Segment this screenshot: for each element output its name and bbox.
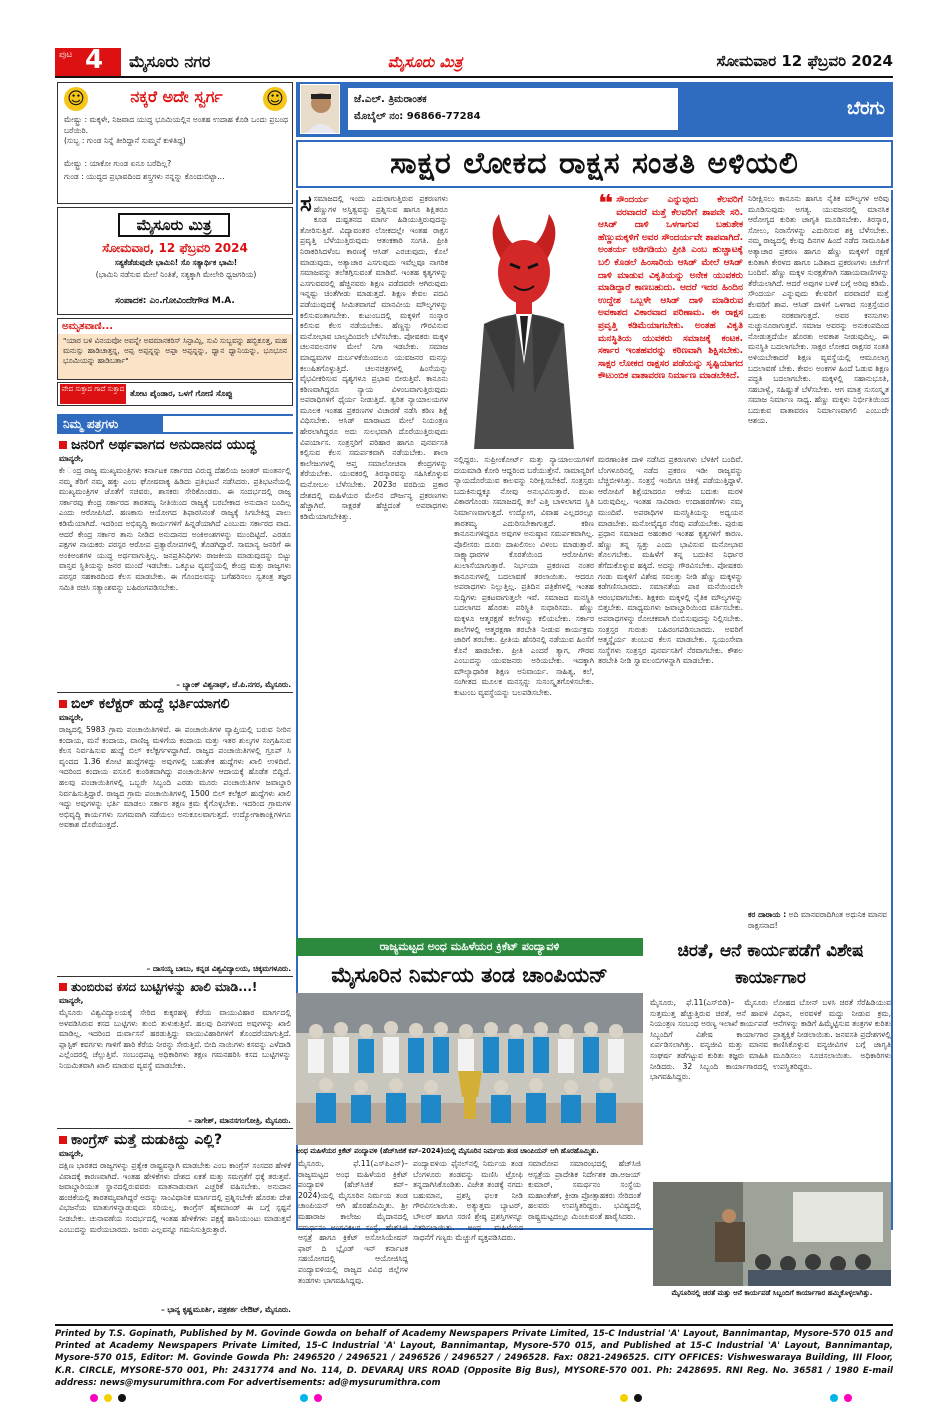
- masthead-box: [57, 207, 293, 315]
- registration-mark-icon: [844, 1394, 852, 1402]
- letter-signature: – ಬ್ಯಾಂಕ್ ವಿಶ್ವನಾಥ್, ಜೆ.ಪಿ.ನಗರ, ಮೈಸೂರು.: [176, 680, 291, 689]
- registration-mark-icon: [830, 1394, 838, 1402]
- divider: [57, 1128, 293, 1129]
- humor-title: ನಕ್ಕರೆ ಅದೇ ಸ್ವರ್ಗ: [130, 87, 223, 106]
- divider: [57, 976, 293, 977]
- veda-box: [57, 382, 293, 406]
- masthead-box-title: ಮೈಸೂರು ಮಿತ್ರ: [118, 213, 230, 237]
- humor-box: [57, 82, 293, 204]
- article-column-4: ನಿರೀಕ್ಷಿಸಲು ಕಾನೂನು ಹಾಗೂ ನೈತಿಕ ಮೌಲ್ಯಗಳ ಅರಿವು ಮೂಡಿಸುವುದು ಅಗತ್ಯ. ಯುವಜನರಲ್ಲಿ ಮಾನಸಿಕ ಆರೋಗ್ಯದ ಕುರಿತು ಜಾಗೃತಿ ಮೂಡಿಸಬೇಕು. ತಿರಸ್ಕಾರ, ಸೋಲು, ನಿರಾಸೆಗಳನ್ನು ಎದುರಿಸುವ ಶಕ್ತಿ ಬೆಳೆಸಬೇಕು. ನಮ್ಮ ರಾಜ್ಯದಲ್ಲಿ ಕೆಲವು ದಿನಗಳ ಹಿಂದೆ ನಡೆದ ಸಾಮೂಹಿಕ ಅತ್ಯಾಚಾರ ಪ್ರಕರಣ ಹಾಗೂ ಹೆಣ್ಣು ಮಕ್ಕಳಿಗೆ ರಕ್ಷಣೆ ಕುರಿತಾಗಿ ಕೇರಳದ ಹಾಗೂ ಒಡಿಶಾದ ಪ್ರಕರಣಗಳು ಚರ್ಚೆಗೆ ಬಂದಿವೆ. ಹೆಣ್ಣು ಮಕ್ಕಳ ಸುರಕ್ಷತೆಗಾಗಿ ಸಹಾಯವಾಣಿಗಳನ್ನು ತೆರೆಯಲಾಗಿದೆ. ಆದರೆ ಅವುಗಳ ಬಳಕೆ ಬಗ್ಗೆ ಅರಿವು ಕಡಿಮೆ. ಸೌಂದರ್ಯ ಎನ್ನುವುದು ಕೆಲವರಿಗೆ ವರವಾದರೆ ಮತ್ತೆ ಕೆಲವರಿಗೆ ಶಾಪ. ಆಸಿಡ್ ದಾಳಿಗೆ ಒಳಗಾದ ಸಂತ್ರಸ್ತೆಯರ ಬದುಕು ನರಕವಾಗುತ್ತದೆ. ಅವರ ಕನಸುಗಳು ನುಚ್ಚುನೂರಾಗುತ್ತವೆ. ಸಮಾಜ ಅವರನ್ನು ಅನುಕಂಪದಿಂದ ನೋಡುತ್ತದೆಯೇ ಹೊರತು ಅವಕಾಶ ನೀಡುವುದಿಲ್ಲ. ಈ ಮನಸ್ಥಿತಿ ಬದಲಾಗಬೇಕು. ಸಾಕ್ಷರ ಲೋಕದ ರಾಕ್ಷಸರ ಸಂತತಿ ಅಳಿಯಬೇಕಾದರೆ ಶಿಕ್ಷಣ ವ್ಯವಸ್ಥೆಯಲ್ಲಿ ಆಮೂಲಾಗ್ರ ಬದಲಾವಣೆ ಬೇಕು. ಕೇವಲ ಅಂಕಗಳ ಹಿಂದೆ ಓಡುವ ಶಿಕ್ಷಣ ಪದ್ಧತಿ ಬದಲಾಗಬೇಕು. ಮಕ್ಕಳಲ್ಲಿ ಸಹಾನುಭೂತಿ, ಸಹಬಾಳ್ವೆ, ಸಹಿಷ್ಣುತೆ ಬೆಳೆಸಬೇಕು. ಆಗ ಮಾತ್ರ ಸುಸಂಸ್ಕೃತ ಸಮಾಜ ನಿರ್ಮಾಣ ಸಾಧ್ಯ. ಹೆಣ್ಣು ಮಕ್ಕಳು ನಿರ್ಭೀತಿಯಿಂದ ಬದುಕುವ ವಾತಾವರಣ ನಿರ್ಮಾಣವಾಗಲಿ ಎಂಬುದೇ ಆಶಯ.: [748, 194, 889, 426]
- masthead-logo: ಮೈಸೂರು ಮಿತ್ರ: [387, 53, 463, 71]
- letter-heading: ತುಂಬಿರುವ ಕಸದ ಬುಟ್ಟಿಗಳನ್ನು ಖಾಲಿ ಮಾಡಿ...!: [59, 980, 291, 995]
- photo-caption: ಅಂಧ ಮಹಿಳೆಯರ ಕ್ರಿಕೆಟ್ ಪಂದ್ಯಾವಳಿ (ಹೆಚ್‌ಸಿಜಿಕೆ ಕಪ್‌–2024)ಯಲ್ಲಿ ಮೈಸೂರಿನ ನಿರ್ಮಯ ತಂಡ ಚಾಂಪಿಯನ್ ಆಗಿ ಹೊರಹೊಮ್ಮಿತು.: [296, 1147, 599, 1155]
- workshop-photo: [653, 1182, 891, 1286]
- letter-signature: – ನಾಗೇಶ್, ಮಾನಸಗಂಗೋತ್ರಿ, ಮೈಸೂರು.: [188, 1116, 291, 1125]
- amrutha-text: "ಯಾರ ಬಳಿ ವಿನಯವೋ ಅವನ್ನೇ ಅವಮಾನಕರಿಸ್ ಸಿನ್ಪಾಮ್ಪಿ, ಸುವಿ ಸುಬ್ಬವನ್ನು ಹಬ್ಬಿಕೂತ್ತ, ಮಹ ಮನುಸ್ಸು ಹಾಡಿಚಾತ್ತನ್ನ, ಅಪ್ಪ ಅಪ್ಪನ್ನನ್ನು ಅಪ್ಪಾ ಅಪ್ಪನ್ನನ್ನು, ಧ್ವಾನ ಧ್ವಾನಿಯನ್ನು, ಭೂಭೂನ ಭೂಮಿಯನ್ನು ಹಾಡಿಬರ್ತಾ": [58, 334, 292, 379]
- quote-mark-icon: ❝: [598, 194, 614, 219]
- divider: [57, 692, 293, 693]
- editor-label: ಸಂಪಾದಕ:: [115, 296, 147, 306]
- section-title: ಮೈಸೂರು ನಗರ: [129, 52, 211, 71]
- humor-line: ಮೇಷ್ಟ್ರು : ಯಾಕೋ ಗುಂಡ ಏನೂ ಬರೆದಿಲ್ಲ?: [64, 159, 172, 168]
- story-column-1: ಮೈಸೂರು, ಫೆ.11(ಎಸ್‌ಬಿಡಿ)– ಮೈಸೂರು ಸುತ್ತಮುತ್ತ ಹೆಚ್ಚುತ್ತಿರುವ ಚಿರತೆ, ಆನೆ ಹಾವಳಿ ನಿಯಂತ್ರಣ ಸಂಬಂಧ ಅರಣ್ಯ ಇಲಾಖೆ ಕಾರ್ಯಪಡೆ ಸಿಬ್ಬಂದಿಗೆ ವಿಶೇಷ ಕಾರ್ಯಾಗಾರ ಏರ್ಪಡಿಸಲಾಗಿತ್ತು. ವನ್ಯಜೀವಿ ಮತ್ತು ಮಾನವ ಸಂಘರ್ಷ ತಡೆಗಟ್ಟುವ ಕುರಿತು ತಜ್ಞರು ಮಾಹಿತಿ ನೀಡಿದರು. 32 ಸಿಬ್ಬಂದಿ ಕಾರ್ಯಾಗಾರದಲ್ಲಿ ಭಾಗವಹಿಸಿದ್ದರು.: [650, 998, 768, 1082]
- letter-salutation: ಮಾನ್ಯರೇ,: [59, 454, 84, 463]
- pull-quote: ❝ ಸೌಂದರ್ಯ ಎನ್ನುವುದು ಕೆಲವರಿಗೆ ವರವಾದರೆ ಮತ್ತೆ ಕೆಲವರಿಗೆ ಶಾಪವೇ ಸರಿ. ಆಸಿಡ್ ದಾಳಿ ಒಳಗಾಗುವ ಬಹುತೇಕ ಹೆಣ್ಣುಮಕ್ಕಳಿಗೆ ಅವರ ಸೌಂದರ್ಯವೇ ಶಾಪವಾಗಿದೆ. ಅಂತರ್ಯ ಅಡಿಗಡಿಯು ಪ್ರೀತಿ ಎಂಬ ಹುಚ್ಚಾಟಕ್ಕೆ ಬಲಿ ಕೊಡಲೆ ಹಿಂಸಾರಿಯ ಆಸಿಡ್ ಮೇಲೆ ಆಸಿಡ್ ದಾಳಿ ಮಾಡುವ ವಿಕೃತಿಯನ್ನು ಅನೇಕ ಯುವಕರು ಮಾಡಿದ್ದಾರೆ ಕಾಣಬಹುದು. ಆದರೆ ಇದರ ಹಿಂದಿನ ಉದ್ದೇಶ ಒಬ್ಬಳೇ ಆಸಿಡ್ ದಾಳಿ ಮಾಡಿರುವ ಅವಕಾಶದ ವಿಕಾರವಾದ ಪರಿಣಾಮ. ಈ ರಾಕ್ಷಸ ಪ್ರವೃತ್ತಿ ಕಡಿಮೆಯಾಗಬೇಕು. ಅಂತಹ ವಿಕೃತಿ ಮನಸ್ಥಿತಿಯ ಯುವಕರು ಸಮಾಜಕ್ಕೆ ಕಂಟಕ. ಸರ್ಕಾರ ಇಂತಹವರನ್ನು ಕಠಿಣವಾಗಿ ಶಿಕ್ಷಿಸಬೇಕು. ಸಾಕ್ಷರ ಲೋಕದ ರಾಕ್ಷಸರ ಪಡೆಯನ್ನು ಸೃಷ್ಟಿಯಾಗದ ಕೌಟುಂಬಿಕ ವಾತಾವರಣ ನಿರ್ಮಾಣ ಮಾಡಬೇಕಿದೆ.: [598, 194, 743, 382]
- story-column-2: ಪಂದ್ಯಾವಳಿಯ ಫೈನಲ್‌ನಲ್ಲಿ ನಿರ್ಮಯ ತಂಡ ಬೆಂಗಳೂರು ತಂಡವನ್ನು ಮಣಿಸಿ ಟ್ರೋಫಿ ತನ್ನದಾಗಿಸಿಕೊಂಡಿತು. ವಿಜೇತ ತಂಡಕ್ಕೆ ನಗದು ಬಹುಮಾನ, ಪ್ರಶಸ್ತಿ ಫಲಕ ನೀಡಿ ಗೌರವಿಸಲಾಯಿತು. ಅತ್ಯುತ್ತಮ ಬ್ಯಾಟರ್, ಬೌಲರ್ ಹಾಗೂ ಸರಣಿ ಶ್ರೇಷ್ಠ ಪ್ರಶಸ್ತಿಗಳನ್ನೂ ವಿತರಿಸಲಾಯಿತು. ಅಂಧ ಮಹಿಳೆಯರ ಸಾಧನೆಗೆ ಗಣ್ಯರು ಮೆಚ್ಚುಗೆ ವ್ಯಕ್ತಪಡಿಸಿದರು.: [413, 1159, 523, 1243]
- letter-salutation: ಮಾನ್ಯರೇ,: [59, 1149, 84, 1158]
- article-column-1: ಸಸಮಾಜದಲ್ಲಿ ಇಂದು ಎದುರಾಗುತ್ತಿರುವ ಪ್ರಕರಣಗಳು ಹೆಣ್ಣುಗಳ ಅಸ್ತಿತ್ವವನ್ನು ಪ್ರಶ್ನಿಸುವ ಹಾಗೂ ಶಿಕ್ಷಿತರೂ ಕೂಡ ದುಷ್ಟತನದ ಮಾರ್ಗ ಹಿಡಿಯುತ್ತಿರುವುದನ್ನು ತೋರಿಸುತ್ತಿವೆ. ವಿದ್ಯಾವಂತರ ಲೋಕದಲ್ಲೇ ಇಂತಹ ರಾಕ್ಷಸ ಪ್ರವೃತ್ತಿ ಬೆಳೆಯುತ್ತಿರುವುದು ಆತಂಕಕಾರಿ ಸಂಗತಿ. ಪ್ರೀತಿ ನಿರಾಕರಿಸಿದಳೆಂಬ ಕಾರಣಕ್ಕೆ ಆಸಿಡ್ ಎರಚುವುದು, ಕೊಲೆ ಮಾಡುವುದು, ಅತ್ಯಾಚಾರ ಎಸಗುವುದು ಇವೆಲ್ಲವೂ ನಾಗರಿಕ ಸಮಾಜವನ್ನು ತಲೆತಗ್ಗಿಸುವಂತೆ ಮಾಡಿವೆ. ಇಂತಹ ಕೃತ್ಯಗಳನ್ನು ಎಸಗುವವರಲ್ಲಿ ಹೆಚ್ಚಿನವರು ಶಿಕ್ಷಣ ಪಡೆದವರೇ ಆಗಿರುವುದು ಇನ್ನಷ್ಟು ಚಿಂತೆಗೀಡು ಮಾಡುತ್ತದೆ. ಶಿಕ್ಷಣ ಕೇವಲ ಪದವಿ ಪಡೆಯುವುದಕ್ಕೆ ಸೀಮಿತವಾಗದೆ ಮಾನವೀಯ ಮೌಲ್ಯಗಳನ್ನು ಕಲಿಸುವಂತಾಗಬೇಕು. ಕುಟುಂಬದಲ್ಲಿ ಮಕ್ಕಳಿಗೆ ಸಂಸ್ಕಾರ ಕಲಿಸುವ ಕೆಲಸ ನಡೆಯಬೇಕು. ಹೆಣ್ಣನ್ನು ಗೌರವಿಸುವ ಮನೋಭಾವ ಬಾಲ್ಯದಿಂದಲೇ ಬೆಳೆಸಬೇಕು. ಪೋಷಕರು ಮಕ್ಕಳ ಚಲನವಲನಗಳ ಮೇಲೆ ನಿಗಾ ಇಡಬೇಕು. ಸಮಾಜ ಮಾಧ್ಯಮಗಳ ದುರ್ಬಳಕೆಯಿಂದಲೂ ಯುವಜನರ ಮನಸ್ಸು ಕಲುಷಿತಗೊಳ್ಳುತ್ತಿದೆ. ಚಲನಚಿತ್ರಗಳಲ್ಲಿ ಹಿಂಸೆಯನ್ನು ವೈಭವೀಕರಿಸುವ ದೃಶ್ಯಗಳೂ ಪ್ರಭಾವ ಬೀರುತ್ತಿವೆ. ಕಾನೂನು ಕಠಿಣವಾಗಿದ್ದರೂ ನ್ಯಾಯ ವಿಳಂಬವಾಗುತ್ತಿರುವುದು ಅಪರಾಧಿಗಳಿಗೆ ಧೈರ್ಯ ನೀಡುತ್ತಿದೆ. ತ್ವರಿತ ನ್ಯಾಯಾಲಯಗಳ ಮೂಲಕ ಇಂತಹ ಪ್ರಕರಣಗಳ ವಿಚಾರಣೆ ನಡೆಸಿ ಕಠಿಣ ಶಿಕ್ಷೆ ವಿಧಿಸಬೇಕು. ಆಸಿಡ್ ಮಾರಾಟದ ಮೇಲೆ ನಿಯಂತ್ರಣ ಹೇರಲಾಗಿದ್ದರೂ ಅದು ಸುಲಭವಾಗಿ ದೊರೆಯುತ್ತಿರುವುದು ವಿಪರ್ಯಾಸ. ಸಂತ್ರಸ್ತರಿಗೆ ಪರಿಹಾರ ಹಾಗೂ ಪುನರ್ವಸತಿ ಕಲ್ಪಿಸುವ ಕೆಲಸ ಸಮರ್ಪಕವಾಗಿ ನಡೆಯಬೇಕು. ಶಾಲಾ ಕಾಲೇಜುಗಳಲ್ಲಿ ಆಪ್ತ ಸಮಾಲೋಚನಾ ಕೇಂದ್ರಗಳನ್ನು ತೆರೆಯಬೇಕು. ಯುವಕರಲ್ಲಿ ತಿರಸ್ಕಾರವನ್ನು ಸಹಿಸಿಕೊಳ್ಳುವ ಮನೋಬಲ ಬೆಳೆಸಬೇಕು. 2023ರ ವರದಿಯ ಪ್ರಕಾರ ದೇಶದಲ್ಲಿ ಮಹಿಳೆಯರ ಮೇಲಿನ ದೌರ್ಜನ್ಯ ಪ್ರಕರಣಗಳು ಹೆಚ್ಚಾಗಿವೆ. ಸಾಕ್ಷರತೆ ಹೆಚ್ಚಿದಂತೆ ಅಪರಾಧಗಳು ಕಡಿಮೆಯಾಗಬೇಕಿತ್ತು.: [300, 194, 448, 521]
- column-header-bar: [296, 82, 893, 137]
- editor-line: [58, 296, 292, 306]
- letter-body: ಕೇ ಂದ್ರ ರಾಜ್ಯ ಮುಖ್ಯಮಂತ್ರಿಗಳು ಕರ್ನಾಟಕ ಸರ್ಕಾರದ ವಿರುದ್ಧ ದೆಹಲಿಯ ಜಂತರ್ ಮಂತರ್ನಲ್ಲಿ ನಮ್ಮ ತೆರಿಗೆ ನಮ್ಮ ಹಕ್ಕು ಎಂಬ ಘೋಷವಾಕ್ಯ ಹಿಡಿದು ಪ್ರತಿಭಟನೆ ನಡೆಸಿದರು. ಪ್ರತಿಭಟನೆಯಲ್ಲಿ ಮುಖ್ಯಮಂತ್ರಿಗಳ ಜೊತೆಗೆ ಸಚಿವರು, ಶಾಸಕರು ಸೇರಿಕೊಂಡರು. ಈ ಸಂದರ್ಭದಲ್ಲಿ ರಾಜ್ಯ ಸರ್ಕಾರವು ಕೇಂದ್ರ ಸರ್ಕಾರದ ತಾರತಮ್ಯ ನೀತಿಯಿಂದ ರಾಜ್ಯಕ್ಕೆ ಬರಬೇಕಾದ ಅನುದಾನ ಬಂದಿಲ್ಲ ಎಂದು ಆರೋಪಿಸಿದೆ. ಹಣಕಾಸು ಆಯೋಗದ ಶಿಫಾರಸಿನಂತೆ ರಾಜ್ಯಕ್ಕೆ ಸಿಗಬೇಕಿದ್ದ ಪಾಲು ಕಡಿಮೆಯಾಗಿದೆ. ಇದರಿಂದ ಅಭಿವೃದ್ಧಿ ಕಾರ್ಯಗಳಿಗೆ ಹಿನ್ನಡೆಯಾಗಿದೆ ಎಂಬುದು ಸರ್ಕಾರದ ವಾದ. ಆದರೆ ಕೇಂದ್ರ ಸರ್ಕಾರ ತಾನು ನೀಡಿದ ಅನುದಾನದ ಅಂಕಿಅಂಶಗಳನ್ನು ಮುಂದಿಟ್ಟಿದೆ. ಎರಡೂ ಪಕ್ಷಗಳ ನಾಯಕರು ಪರಸ್ಪರ ಆರೋಪ ಪ್ರತ್ಯಾರೋಪಗಳಲ್ಲಿ ತೊಡಗಿದ್ದಾರೆ. ಸಾಮಾನ್ಯ ಜನರಿಗೆ ಈ ಅಂಕಿಅಂಶಗಳ ಯುದ್ಧ ಅರ್ಥವಾಗುತ್ತಿಲ್ಲ. ಜನಪ್ರತಿನಿಧಿಗಳು ರಾಜಕೀಯ ಮಾಡುವುದನ್ನು ಬಿಟ್ಟು ವಾಸ್ತವ ಸ್ಥಿತಿಯನ್ನು ಜನರ ಮುಂದೆ ಇಡಬೇಕು. ಒಕ್ಕೂಟ ವ್ಯವಸ್ಥೆಯಲ್ಲಿ ಕೇಂದ್ರ ಮತ್ತು ರಾಜ್ಯಗಳು ಪರಸ್ಪರ ಸಹಕಾರದಿಂದ ಕೆಲಸ ಮಾಡಬೇಕು. ಈ ಗೊಂದಲವನ್ನು ಬಗೆಹರಿಸಲು ಸ್ವತಂತ್ರ ತಜ್ಞರ ಸಮಿತಿ ರಚಿಸಿ ಸತ್ಯಾಂಶವನ್ನು ಬಹಿರಂಗಪಡಿಸಬೇಕು.: [59, 466, 291, 592]
- amrutha-box: [57, 318, 293, 380]
- letter-heading: ಕಾಂಗ್ರೆಸ್ ಮತ್ತೆ ದುಡುಕಿದ್ದು ಎಲ್ಲಿ?: [59, 1132, 291, 1148]
- square-bullet-icon: [59, 700, 67, 708]
- letter-heading: ಬಿಲ್ ಕಲೆಕ್ಟರ್ ಹುದ್ದೆ ಭರ್ತಿಯಾಗಲಿ: [59, 696, 291, 712]
- endnote-label: ಕರ ದಾರಾಯ :: [748, 910, 787, 919]
- masthead-box-date: ಸೋಮವಾರ, 12 ಫೆಬ್ರವರಿ 2024: [102, 241, 248, 255]
- letter-signature: – ಭಾನ್ಯ ಕೃಷ್ಣಮೂರ್ತಿ, ಪತ್ರಕರ್ತ ಲೇಔಟ್, ಮೈಸೂರು.: [160, 1305, 291, 1314]
- letter-heading: ಜನರಿಗೆ ಅರ್ಥವಾಗದ ಅನುದಾನದ ಯುದ್ಧ: [59, 437, 291, 453]
- laughing-face-icon: ☺: [64, 87, 88, 111]
- letter-salutation: ಮಾನ್ಯರೇ,: [59, 713, 84, 722]
- article-column-2: ನಲ್ಲಿದ್ದರು. ಸುಪ್ರೀಂಕೋರ್ಟ್ ಮತ್ತು ನ್ಯಾಯಾಲಯಗಳಿಗೆ ದಯಮಾಡಿ ಕೋರಿ ಆದ್ದರಿಂದ ಬರೆಯುತ್ತೇನೆ. ಸಾಮಾನ್ಯರಿಗೆ ನ್ಯಾಯದೊರೆಯುವ ಕಾಲವನ್ನು ನಿರೀಕ್ಷಿಸಬೇಕಿದೆ. ಸಂತ್ರಸ್ತರು ಬದುಕಿನುದ್ದಕ್ಕೂ ನೋವು ಅನುಭವಿಸುತ್ತಾರೆ. ಮುಖ ವಿಕಾರಗೊಂಡು ಸಮಾಜದಲ್ಲಿ ತಲೆ ಎತ್ತಿ ಬಾಳಲಾಗದ ಸ್ಥಿತಿ ನಿರ್ಮಾಣವಾಗುತ್ತದೆ. ಉದ್ಯೋಗ, ವಿವಾಹ ಎಲ್ಲದರಲ್ಲೂ ತಾರತಮ್ಯ ಎದುರಿಸಬೇಕಾಗುತ್ತದೆ. ಕಠಿಣ ಕಾನೂನುಗಳಿದ್ದರೂ ಅವುಗಳ ಅನುಷ್ಠಾನ ಸಮರ್ಪಕವಾಗಿಲ್ಲ. ಪೊಲೀಸರು ದೂರು ದಾಖಲಿಸಲು ವಿಳಂಬ ಮಾಡುತ್ತಾರೆ. ಸಾಕ್ಷ್ಯಾಧಾರಗಳ ಕೊರತೆಯಿಂದ ಆರೋಪಿಗಳು ಖುಲಾಸೆಯಾಗುತ್ತಾರೆ. ನಿರ್ಭಯಾ ಪ್ರಕರಣದ ನಂತರ ಕಾನೂನುಗಳಲ್ಲಿ ಬದಲಾವಣೆ ತರಲಾಯಿತು. ಆದರೂ ಅಪರಾಧಗಳು ನಿಲ್ಲುತ್ತಿಲ್ಲ. ಪ್ರತಿದಿನ ಪತ್ರಿಕೆಗಳಲ್ಲಿ ಇಂತಹ ಸುದ್ದಿಗಳು ಪ್ರಕಟವಾಗುತ್ತಲೇ ಇವೆ. ಸಮಾಜದ ಮನಸ್ಥಿತಿ ಬದಲಾಗದ ಹೊರತು ಪರಿಸ್ಥಿತಿ ಸುಧಾರಿಸದು. ಹೆಣ್ಣು ಮಕ್ಕಳೂ ಆತ್ಮರಕ್ಷಣೆ ಕಲೆಗಳನ್ನು ಕಲಿಯಬೇಕು. ಸರ್ಕಾರ ಶಾಲೆಗಳಲ್ಲಿ ಆತ್ಮರಕ್ಷಣಾ ತರಬೇತಿ ನೀಡುವ ಕಾರ್ಯಕ್ರಮ ಜಾರಿಗೆ ತರಬೇಕು. ಪ್ರೀತಿಯ ಹೆಸರಿನಲ್ಲಿ ನಡೆಯುವ ಹಿಂಸೆಗೆ ಕೊನೆ ಹಾಡಬೇಕು. ಪ್ರೀತಿ ಎಂದರೆ ತ್ಯಾಗ, ಗೌರವ ಎಂಬುದನ್ನು ಯುವಜನರು ಅರಿಯಬೇಕು. ಇದಕ್ಕಾಗಿ ಮೌಲ್ಯಾಧಾರಿತ ಶಿಕ್ಷಣ ಅನಿವಾರ್ಯ. ಸಾಹಿತ್ಯ, ಕಲೆ, ಸಂಗೀತದ ಮೂಲಕ ಮನಸ್ಸನ್ನು ಸುಸಂಸ್ಕೃತಗೊಳಿಸಬೇಕು. ಕುಟುಂಬ ವ್ಯವಸ್ಥೆಯನ್ನು ಬಲಪಡಿಸಬೇಕು.: [454, 455, 594, 698]
- registration-mark-icon: [90, 1394, 98, 1402]
- editor-name: ಎಂ.ಗೋವಿಂದೇಗೌಡ M.A.: [149, 296, 235, 306]
- square-bullet-icon: [59, 1136, 67, 1144]
- column-label: ಬೆರಗು: [847, 98, 885, 119]
- registration-mark-icon: [118, 1394, 126, 1402]
- issue-date: ಸೋಮವಾರ 12 ಫೆಬ್ರವರಿ 2024: [716, 52, 893, 70]
- photo-caption: ಮೈಸೂರಿನಲ್ಲಿ ಚಿರತೆ ಮತ್ತು ಆನೆ ಕಾರ್ಯಪಡೆ ಸಿಬ್ಬಂದಿಗೆ ಕಾರ್ಯಾಗಾರ ಹಮ್ಮಿಕೊಳ್ಳಲಾಗಿತ್ತು.: [671, 1289, 873, 1297]
- registration-mark-icon: [634, 1394, 642, 1402]
- square-bullet-icon: [59, 983, 67, 991]
- left-column: [57, 82, 293, 1317]
- story-column-1: ಮೈಸೂರು, ಫೆ.11(ಎಸ್‌ಪಿಎನ್)– ರಾಜ್ಯಮಟ್ಟದ ಅಂಧ ಮಹಿಳೆಯರ ಕ್ರಿಕೆಟ್ ಪಂದ್ಯಾವಳಿ (ಹೆಚ್‌ಸಿಜಿಕೆ ಕಪ್‌–2024)ಯಲ್ಲಿ ಮೈಸೂರಿನ ನಿರ್ಮಯ ತಂಡ ಚಾಂಪಿಯನ್ ಆಗಿ ಹೊರಹೊಮ್ಮಿತು. ಶ್ರೀ ಮಹಾರಾಜ ಕಾಲೇಜು ಮೈದಾನದಲ್ಲಿ ಸಮರ್ಥನಂ ಅಂಗವಿಕಲರ ಸಂಸ್ಥೆ, ಹೆಚ್‌ಸಿಜಿ ಆಸ್ಪತ್ರೆ ಹಾಗೂ ಕ್ರಿಕೆಟ್ ಅಸೋಸಿಯೇಷನ್ ಫಾರ್ ದಿ ಬ್ಲೈಂಡ್ ಇನ್ ಕರ್ನಾಟಕ ಸಹಯೋಗದಲ್ಲಿ ಆಯೋಜಿಸಿದ್ದ ಪಂದ್ಯಾವಳಿಯಲ್ಲಿ ರಾಜ್ಯದ ವಿವಿಧ ಜಿಲ್ಲೆಗಳ ತಂಡಗಳು ಭಾಗವಹಿಸಿದ್ದವು.: [298, 1159, 408, 1285]
- laughing-face-icon: ☺: [263, 87, 287, 111]
- masthead-motto: ಸತ್ಯಕೆಡೆಡುವುದೇ ಭಾಮಿನಿ! ಸೊ ಸತ್ಯಾರ್ಥಿಕ ಭಾಮಿ!: [114, 258, 238, 267]
- drop-cap: ಸ: [300, 194, 312, 217]
- page-label: ಪುಟ: [59, 50, 73, 60]
- story-column-3: ಸಮಾರೋಪ ಸಮಾರಂಭದಲ್ಲಿ ಹೆಚ್‌ಸಿಜಿ ಆಸ್ಪತ್ರೆಯ ಪ್ರಾದೇಶಿಕ ನಿರ್ದೇಶಕ ಡಾ.ಅಜಯ್ ಕುಮಾರ್, ಸಮರ್ಥನಂ ಸಂಸ್ಥೆಯ ಮಹಾಂತೇಶ್, ಕ್ರೀಡಾ ಪ್ರೋತ್ಸಾಹಕರು ಸೇರಿದಂತೆ ಹಲವರು ಉಪಸ್ಥಿತರಿದ್ದರು. ಭವಿಷ್ಯದಲ್ಲಿ ರಾಷ್ಟ್ರಮಟ್ಟದಲ್ಲೂ ಮಿಂಚುವಂತೆ ಹಾರೈಸಿದರು.: [528, 1159, 641, 1221]
- letters-banner-title: ನಿಮ್ಮ ಪತ್ರಗಳು: [57, 416, 163, 432]
- veda-text: ತೋಟ ಪೈಂಡಾರ, ಒಳಗೆ ಗೋಣಿ ಸೊಪ್ಪು: [130, 389, 233, 398]
- registration-mark-icon: [620, 1394, 628, 1402]
- letters-banner: [57, 414, 293, 434]
- letter-body: ದಕ್ಷಿಣ ಭಾರತದ ರಾಜ್ಯಗಳನ್ನು ಪ್ರತ್ಯೇಕ ರಾಷ್ಟ್ರವನ್ನಾಗಿ ಮಾಡಬೇಕು ಎಂಬ ಕಾಂಗ್ರೆಸ್ ಸಂಸದರ ಹೇಳಿಕೆ ವಿವಾದಕ್ಕೆ ಕಾರಣವಾಗಿದೆ. ಇಂತಹ ಹೇಳಿಕೆಗಳು ದೇಶದ ಏಕತೆ ಮತ್ತು ಸಮಗ್ರತೆಗೆ ಧಕ್ಕೆ ತರುತ್ತವೆ. ಜವಾಬ್ದಾರಿಯುತ ಸ್ಥಾನದಲ್ಲಿರುವವರು ಮಾತನಾಡುವಾಗ ಎಚ್ಚರಿಕೆ ವಹಿಸಬೇಕು. ಅನುದಾನ ಹಂಚಿಕೆಯಲ್ಲಿ ತಾರತಮ್ಯವಾಗಿದ್ದರೆ ಅದನ್ನು ಸಾಂವಿಧಾನಿಕ ಮಾರ್ಗದಲ್ಲಿ ಪ್ರಶ್ನಿಸಬೇಕೇ ಹೊರತು ದೇಶ ವಿಭಜನೆಯ ಮಾತುಗಳನ್ನಾಡುವುದು ಸರಿಯಲ್ಲ. ಕಾಂಗ್ರೆಸ್ ಹೈಕಮಾಂಡ್ ಈ ಬಗ್ಗೆ ಸ್ಪಷ್ಟನೆ ನೀಡಬೇಕು. ಚುನಾವಣೆಯ ಸಂದರ್ಭದಲ್ಲಿ ಇಂತಹ ಹೇಳಿಕೆಗಳು ಪಕ್ಷಕ್ಕೆ ಹಾನಿಯುಂಟು ಮಾಡುತ್ತವೆ ಎಂಬುದನ್ನು ಮರೆಯಬಾರದು. ಜನರು ಎಲ್ಲವನ್ನೂ ಗಮನಿಸುತ್ತಿರುತ್ತಾರೆ.: [59, 1161, 291, 1234]
- story-headline: ಮೈಸೂರಿನ ನಿರ್ಮಯ ತಂಡ ಚಾಂಪಿಯನ್: [331, 963, 608, 987]
- letter-salutation: ಮಾನ್ಯರೇ,: [59, 996, 84, 1005]
- team-photo: [296, 993, 643, 1145]
- letter-body: ರಾಜ್ಯದಲ್ಲಿ 5983 ಗ್ರಾಮ ಪಂಚಾಯಿತಿಗಳಿವೆ. ಈ ಪಂಚಾಯಿತಿಗಳ ವ್ಯಾಪ್ತಿಯಲ್ಲಿ ಬರುವ ನೀರಿನ ಕಂದಾಯ, ಮನೆ ಕಂದಾಯ, ವಾಣಿಜ್ಯ ಮಳಿಗೆಯ ಕಂದಾಯ ಮತ್ತು ಇತರ ಶುಲ್ಕಗಳ ಸಂಗ್ರಹಿಸುವ ಕೆಲಸ ನಿರ್ವಹಿಸುವ ಹುದ್ದೆ ಬಿಲ್ ಕಲೆಕ್ಟರ್ಗಳದ್ದಾಗಿದೆ. ರಾಜ್ಯದ ಪಂಚಾಯಿತಿಗಳಲ್ಲಿ ಗ್ರೂಪ್ ಸಿ ವೃಂದದ 1.36 ಕೋಟಿ ಹುದ್ದೆಗಳಿದ್ದು ಅವುಗಳಲ್ಲಿ ಬಹುತೇಕ ಹುದ್ದೆಗಳು ಖಾಲಿ ಉಳಿದಿವೆ. ಇದರಿಂದ ಕಂದಾಯ ವಸೂಲಿ ಕುಂಠಿತವಾಗಿದ್ದು ಪಂಚಾಯಿತಿಗಳ ಆದಾಯಕ್ಕೆ ಹೊಡೆತ ಬಿದ್ದಿದೆ. ಹಲವು ಪಂಚಾಯಿತಿಗಳಲ್ಲಿ ಒಬ್ಬರೇ ಸಿಬ್ಬಂದಿ ಎರಡು ಮೂರು ಪಂಚಾಯಿತಿಗಳ ಜವಾಬ್ದಾರಿ ನಿರ್ವಹಿಸುತ್ತಿದ್ದಾರೆ. ರಾಜ್ಯದ ಗ್ರಾಮ ಪಂಚಾಯಿತಿಗಳಲ್ಲಿ 1500 ಬಿಲ್ ಕಲೆಕ್ಟರ್ ಹುದ್ದೆಗಳು ಖಾಲಿ ಇದ್ದು ಅವುಗಳನ್ನು ಭರ್ತಿ ಮಾಡಲು ಸರ್ಕಾರ ತಕ್ಷಣ ಕ್ರಮ ಕೈಗೊಳ್ಳಬೇಕು. ಇದರಿಂದ ಗ್ರಾಮಗಳ ಅಭಿವೃದ್ಧಿ ಕಾರ್ಯಗಳು ಸುಗಮವಾಗಿ ನಡೆಯಲು ಅನುಕೂಲವಾಗುತ್ತದೆ. ಉದ್ಯೋಗಾಕಾಂಕ್ಷಿಗಳಿಗೂ ಅವಕಾಶ ದೊರೆಯುತ್ತದೆ.: [59, 725, 291, 830]
- veda-label: ವೇದ ಸುಕ್ತಾದ ಗಾದೆ ಸುಕ್ತಾದ: [60, 384, 126, 404]
- letter-signature: – ದಾಸಯ್ಯ ಬಾಬು, ಕನ್ನಡ ವಿಶ್ವವಿದ್ಯಾಲಯ, ಚಿಕ್ಕಮಗಳೂರು.: [146, 964, 291, 973]
- author-photo: [300, 84, 340, 134]
- article-headline: ಸಾಕ್ಷರ ಲೋಕದ ರಾಕ್ಷಸ ಸಂತತಿ ಅಳಿಯಲಿ: [296, 140, 893, 188]
- registration-mark-icon: [104, 1394, 112, 1402]
- humor-line: ಗುಂಡ : ಯುದ್ಧದ ಪ್ರಭಾವದಿಂದ ಶಸ್ತ್ರಗಳು ನನ್ನನ್ನು ಕೊಂದುಬಿಟ್ಟಾ...: [64, 172, 225, 181]
- story-column-2: ಲೋಹದ ಬೋನ್ ಬಳಸಿ ಚಿರತೆ ಸೆರೆಹಿಡಿಯುವ ವಿಧಾನ, ಅರವಳಿಕೆ ಮದ್ದು ನೀಡುವ ಕ್ರಮ, ಆನೆಗಳನ್ನು ಕಾಡಿಗೆ ಹಿಮ್ಮೆಟ್ಟಿಸುವ ತಂತ್ರಗಳ ಕುರಿತು ಪ್ರಾತ್ಯಕ್ಷಿಕೆ ನೀಡಲಾಯಿತು. ಜನವಸತಿ ಪ್ರದೇಶಗಳಲ್ಲಿ ಕಾಣಿಸಿಕೊಳ್ಳುವ ವನ್ಯಜೀವಿಗಳ ಬಗ್ಗೆ ಜಾಗೃತಿ ಮೂಡಿಸಲು ಸೂಚಿಸಲಾಯಿತು. ಅಧಿಕಾರಿಗಳು ಉಪಸ್ಥಿತರಿದ್ದರು.: [773, 998, 891, 1071]
- registration-mark-icon: [314, 1394, 322, 1402]
- imprint-footer: Printed by T.S. Gopinath, Published by M. Govinde Gowda on behalf of Academy Newspapers Private Limited, 15-C Industrial 'A' Layout, Bannimantap, Mysore-570 015 and Printed at Academy Newspapers Private Limited, 15-C Industrial 'A' Layout, Bannimantap, Mysore-570 015, and Published at 15-C Industrial 'A' Layout, Bannimantap, Mysore-570 015, Editor: M. Govinde Gowda Ph: 2496520 / 2496521 / 2496526 / 2496527 / 2496528. Fax: 0821-2496525. CITY OFFICES: Vishweswaraya Building, III Floor, K.R. CIRCLE, MYSORE-570 001, Ph: 2431774 and No. 114, D. DEVARAJ URS ROAD (Opposite Big Bus), MYSORE-570 001. Ph: 2428695. RNI Reg. No. 36581 / 1980 E-mail address: news@mysurumithra.com For advertisements: ad@mysurumithra.com: [55, 1324, 893, 1386]
- registration-mark-icon: [300, 1394, 308, 1402]
- humor-line: ಮೇಷ್ಟ್ರು : ಮಕ್ಕಳೇ, ನಿಜವಾದ ಯುದ್ಧ ಭೂಮಿಯಲ್ಲಿನ ಅಂತಹ ಉದಾಹ ಕೊಡಿ ಒಂದು ಪ್ರಬಂಧ ಬರೆಯಿರಿ.: [64, 115, 288, 135]
- letter-body: ಮೈಸೂರು ವಿಶ್ವವಿದ್ಯಾಲಯಕ್ಕೆ ಸೇರಿದ ಕುಕ್ಕರಹಳ್ಳಿ ಕೆರೆಯ ವಾಯುವಿಹಾರ ಮಾರ್ಗದಲ್ಲಿ ಅಳವಡಿಸಿರುವ ಕಸದ ಬುಟ್ಟಿಗಳು ತುಂಬಿ ತುಳುಕುತ್ತಿವೆ. ಹಲವು ದಿನಗಳಿಂದ ಅವುಗಳನ್ನು ಖಾಲಿ ಮಾಡಿಲ್ಲ. ಇದರಿಂದ ದುರ್ವಾಸನೆ ಹರಡುತ್ತಿದ್ದು ವಾಯುವಿಹಾರಿಗಳಿಗೆ ತೊಂದರೆಯಾಗುತ್ತಿದೆ. ಪ್ಲಾಸ್ಟಿಕ್ ಕವರ್ಗಳು ಗಾಳಿಗೆ ಹಾರಿ ಕೆರೆಯ ನೀರನ್ನು ಸೇರುತ್ತಿವೆ. ಬೀದಿ ನಾಯಿಗಳು ಕಸವನ್ನು ಎಳೆದಾಡಿ ಎಲ್ಲೆಂದರಲ್ಲಿ ಚೆಲ್ಲುತ್ತಿವೆ. ಸಂಬಂಧಪಟ್ಟ ಅಧಿಕಾರಿಗಳು ತಕ್ಷಣ ಗಮನಹರಿಸಿ ಕಸದ ಬುಟ್ಟಿಗಳನ್ನು ನಿಯಮಿತವಾಗಿ ಖಾಲಿ ಮಾಡುವ ವ್ಯವಸ್ಥೆ ಮಾಡಬೇಕು.: [59, 1008, 291, 1070]
- article-column-3: ಮರಣಾಂತಿಕ ದಾಳಿ ನಡೆಸಿದ ಪ್ರಕರಣಗಳು ಬೆಳಕಿಗೆ ಬಂದಿವೆ. ಬೆಂಗಳೂರಿನಲ್ಲಿ ನಡೆದ ಪ್ರಕರಣ ಇಡೀ ರಾಜ್ಯವನ್ನು ಬೆಚ್ಚಿಬೀಳಿಸಿತ್ತು. ಸಂತ್ರಸ್ತೆ ಇಂದಿಗೂ ಚಿಕಿತ್ಸೆ ಪಡೆಯುತ್ತಿದ್ದಾಳೆ. ಆರೋಪಿಗೆ ಶಿಕ್ಷೆಯಾದರೂ ಆಕೆಯ ಬದುಕು ಮರಳಿ ಬರುವುದಿಲ್ಲ. ಇಂತಹ ಸಾವಿರಾರು ಉದಾಹರಣೆಗಳು ನಮ್ಮ ಮುಂದಿವೆ. ಅಪರಾಧಿಗಳ ಮನಸ್ಥಿತಿಯನ್ನು ಅಧ್ಯಯನ ಮಾಡಬೇಕು. ಮನೋವೈದ್ಯರ ನೆರವು ಪಡೆಯಬೇಕು. ಪುರುಷ ಪ್ರಧಾನ ಸಮಾಜದ ಅಹಂಕಾರ ಇಂತಹ ಕೃತ್ಯಗಳಿಗೆ ಕಾರಣ. ಹೆಣ್ಣು ತನ್ನ ಸ್ವತ್ತು ಎಂದು ಭಾವಿಸುವ ಮನೋಭಾವ ತೊಲಗಬೇಕು. ಮಹಿಳೆಗೆ ತನ್ನ ಬದುಕಿನ ನಿರ್ಧಾರ ತೆಗೆದುಕೊಳ್ಳುವ ಹಕ್ಕಿದೆ. ಅದನ್ನು ಗೌರವಿಸಬೇಕು. ಪೋಷಕರು ಗಂಡು ಮಕ್ಕಳಿಗೆ ವಿಶೇಷ ಸವಲತ್ತು ನೀಡಿ ಹೆಣ್ಣು ಮಕ್ಕಳನ್ನು ಕಡೆಗಣಿಸಬಾರದು. ಸಮಾನತೆಯ ಪಾಠ ಮನೆಯಿಂದಲೇ ಆರಂಭವಾಗಬೇಕು. ಶಿಕ್ಷಕರು ಮಕ್ಕಳಲ್ಲಿ ನೈತಿಕ ಮೌಲ್ಯಗಳನ್ನು ಬಿತ್ತಬೇಕು. ಮಾಧ್ಯಮಗಳು ಜವಾಬ್ದಾರಿಯಿಂದ ವರ್ತಿಸಬೇಕು. ಅಪರಾಧಗಳನ್ನು ರೋಚಕವಾಗಿ ಬಿಂಬಿಸುವುದನ್ನು ನಿಲ್ಲಿಸಬೇಕು. ಸಂತ್ರಸ್ತರ ಗುರುತು ಬಹಿರಂಗಪಡಿಸಬಾರದು. ಅವರಿಗೆ ಆತ್ಮಸ್ಥೈರ್ಯ ತುಂಬುವ ಕೆಲಸ ಮಾಡಬೇಕು. ಸ್ವಯಂಸೇವಾ ಸಂಸ್ಥೆಗಳು ಸಂತ್ರಸ್ತರ ಪುನರ್ವಸತಿಗೆ ನೆರವಾಗಬೇಕು. ಕೌಶಲ ತರಬೇತಿ ನೀಡಿ ಸ್ವಾವಲಂಬಿಗಳನ್ನಾಗಿ ಮಾಡಬೇಕು.: [598, 455, 743, 666]
- page-header: [55, 45, 893, 78]
- article-endnote: [748, 910, 889, 931]
- author-info: [348, 88, 678, 130]
- page-number-badge: [55, 45, 121, 76]
- masthead-motto-note: (ಭಾಮಿನಿ ನಡೆಸುವ ಮೇಲೆ ನಿಂತಿತೆ, ಸತ್ಯಕ್ಕಾಗಿ ಮೇಲೇರಿ ಧ್ವಜಗರಿಯ): [95, 270, 257, 279]
- square-bullet-icon: [59, 441, 67, 449]
- endnote-text: ಅದಿ ಮಾನವರಾದಿಗಿಂತ ಅಧುನಿಕ ಮಾನವ ರಾಕ್ಷಸನಾದ!: [748, 910, 887, 930]
- story-banner: ರಾಜ್ಯಮಟ್ಟದ ಅಂಧ ಮಹಿಳೆಯರ ಕ್ರಿಕೆಟ್ ಪಂದ್ಯಾವಳಿ: [296, 938, 643, 956]
- author-mobile: ಮೊಬೈಲ್ ನಂ: 96866-77284: [354, 111, 481, 122]
- humor-line: (ಸುಬ್ಬ : ಗುಂಡ ನಿನ್ನೆ ತೀರಿದ್ದಾನೆ ಸುಮ್ಮನೆ ಕುಳಿತಿದ್ದ): [64, 136, 186, 145]
- devil-illustration: [454, 194, 594, 449]
- author-name: ಜೆ.ಎಲ್. ತ್ರಿಮರಾಂತಕ: [354, 94, 427, 105]
- page-number: 4: [85, 45, 104, 75]
- amrutha-title: ಅಮೃತವಾಣಿ...: [62, 321, 113, 332]
- story-headline: ಚಿರತೆ, ಆನೆ ಕಾರ್ಯಪಡೆಗೆ ವಿಶೇಷ ಕಾರ್ಯಾಗಾರ: [677, 941, 864, 988]
